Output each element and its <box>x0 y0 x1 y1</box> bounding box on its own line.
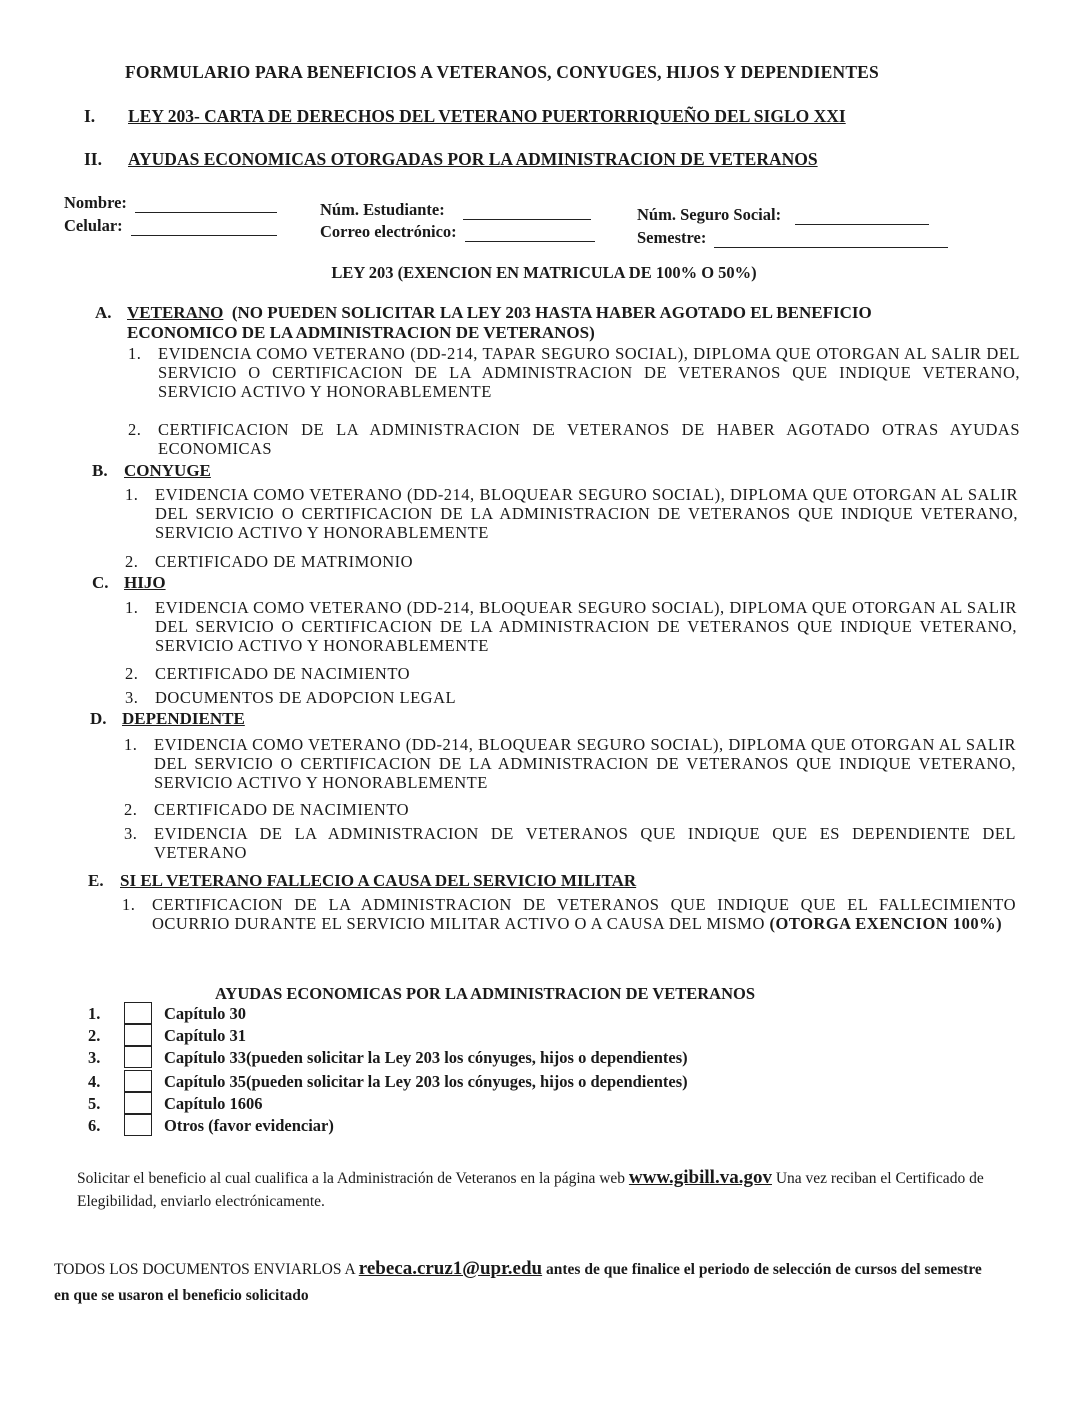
item-text: CERTIFICACION DE LA ADMINISTRACION DE VETERANOS QUE INDIQUE QUE EL FALLECIMIENTO OCURRIO DURANTE EL SERVICIO MILITAR ACTIVO O A CAUSA DEL MISMO <box>152 895 1016 933</box>
item-text: CERTIFICACION DE LA ADMINISTRACION DE VETERANOS DE HABER AGOTADO OTRAS AYUDAS ECONOMICAS <box>158 420 1020 458</box>
item-number: 2. <box>124 800 138 819</box>
seguro-social-label: Núm. Seguro Social: <box>637 205 782 224</box>
option-capitulo-33[interactable] <box>88 1048 688 1070</box>
section-a-header <box>95 303 872 323</box>
item-number: 1. <box>124 735 138 754</box>
option-label: Capítulo 31 <box>164 1026 247 1045</box>
checkbox[interactable] <box>124 1024 152 1046</box>
section-a-label: VETERANO <box>127 303 224 322</box>
item-number: 3. <box>125 688 139 707</box>
section-c-letter: C. <box>92 573 109 592</box>
section-c-label: HIJO <box>124 573 166 592</box>
section-ii <box>84 149 984 170</box>
website-link[interactable]: www.gibill.va.gov <box>628 1167 772 1188</box>
item-number: 2. <box>125 552 139 571</box>
item-number: 1. <box>125 485 139 504</box>
semestre-field <box>637 228 948 248</box>
nombre-field <box>64 193 277 213</box>
item-text: EVIDENCIA COMO VETERANO (DD-214, BLOQUEAR SEGURO SOCIAL), DIPLOMA QUE OTORGAN AL SALIR DEL SERVICIO O CERTIFICACION DE LA ADMINISTRACION DE VETERANOS QUE INDIQUE VETERANO, SERVICIO ACTIVO Y HONORABLEMENTE <box>154 735 1016 792</box>
item-text: EVIDENCIA COMO VETERANO (DD-214, BLOQUEAR SEGURO SOCIAL), DIPLOMA QUE OTORGAN AL SALIR DEL SERVICIO O CERTIFICACION DE LA ADMINISTRACION DE VETERANOS QUE INDIQUE VETERANO, SERVICIO ACTIVO Y HONORABLEMENTE <box>155 598 1017 655</box>
option-number: 1. <box>88 1004 101 1023</box>
nombre-input-line[interactable] <box>135 198 277 213</box>
item-number: 1. <box>125 598 139 617</box>
item-bold-tail: (OTORGA EXENCION 100%) <box>769 914 1003 933</box>
solicitar-paragraph <box>77 1166 1017 1213</box>
item-text: EVIDENCIA COMO VETERANO (DD-214, BLOQUEAR SEGURO SOCIAL), DIPLOMA QUE OTORGAN AL SALIR DEL SERVICIO O CERTIFICACION DE LA ADMINISTRACION DE VETERANOS QUE INDIQUE VETERANO, SERVICIO ACTIVO Y HONORABLEMENTE <box>155 485 1018 542</box>
section-ii-number: II. <box>84 149 102 169</box>
item-text: EVIDENCIA DE LA ADMINISTRACION DE VETERANOS QUE INDIQUE QUE ES DEPENDIENTE DEL VETERANO <box>154 824 1016 862</box>
section-d-label: DEPENDIENTE <box>122 709 245 728</box>
section-d-item-3 <box>124 824 1016 862</box>
num-estudiante-input-line[interactable] <box>463 205 591 220</box>
correo-field <box>320 222 595 242</box>
option-label: Capítulo 35(pueden solicitar la Ley 203 los cónyuges, hijos o dependientes) <box>164 1072 688 1091</box>
semestre-label: Semestre: <box>637 228 707 247</box>
email-link[interactable]: rebeca.cruz1@upr.edu <box>358 1258 543 1279</box>
item-text: CERTIFICADO DE MATRIMONIO <box>155 552 414 571</box>
option-number: 6. <box>88 1116 101 1135</box>
option-label: Otros (favor evidenciar) <box>164 1116 334 1135</box>
option-capitulo-1606[interactable] <box>88 1094 263 1116</box>
num-estudiante-field <box>320 200 591 220</box>
section-i-title: LEY 203- CARTA DE DERECHOS DEL VETERANO PUERTORRIQUEÑO DEL SIGLO XXI <box>128 106 846 126</box>
section-c-header <box>92 573 166 593</box>
section-e-letter: E. <box>88 871 104 890</box>
seguro-social-input-line[interactable] <box>795 210 929 225</box>
checkbox[interactable] <box>124 1092 152 1114</box>
section-e-header <box>88 871 636 891</box>
section-a-note-continued: ECONOMICO DE LA ADMINISTRACION DE VETERANOS) <box>127 323 595 342</box>
ley-203-heading: LEY 203 (EXENCION EN MATRICULA DE 100% O 50%) <box>331 263 757 282</box>
ayudas-title: AYUDAS ECONOMICAS POR LA ADMINISTRACION DE VETERANOS <box>215 984 756 1003</box>
checkbox[interactable] <box>124 1046 152 1068</box>
section-d-item-1 <box>124 735 1016 792</box>
section-a-note: (NO PUEDEN SOLICITAR LA LEY 203 HASTA HABER AGOTADO EL BENEFICIO <box>231 303 872 322</box>
section-b-item-2 <box>125 552 1018 571</box>
option-label: Capítulo 30 <box>164 1004 247 1023</box>
envio-text-continued: antes de que finalice el periodo de selección de cursos del semestre en que se usaron el beneficio solicitado <box>54 1261 982 1304</box>
section-b-letter: B. <box>92 461 108 480</box>
seguro-social-field <box>637 205 929 225</box>
section-c-item-3 <box>125 688 1017 707</box>
item-text: CERTIFICADO DE NACIMIENTO <box>154 800 410 819</box>
item-number: 2. <box>128 420 142 439</box>
nombre-label: Nombre: <box>64 193 127 212</box>
semestre-input-line[interactable] <box>714 233 948 248</box>
item-number: 2. <box>125 664 139 683</box>
option-capitulo-31[interactable] <box>88 1026 247 1048</box>
section-i <box>84 106 984 127</box>
section-d-item-2 <box>124 800 1016 819</box>
solicitar-text-continued: Una vez reciban el Certificado de Elegibilidad, enviarlo electrónicamente. <box>77 1170 984 1210</box>
section-c-item-1 <box>125 598 1017 655</box>
celular-label: Celular: <box>64 216 123 235</box>
section-a-letter: A. <box>95 303 112 322</box>
section-ii-title: AYUDAS ECONOMICAS OTORGADAS POR LA ADMINISTRACION DE VETERANOS <box>128 149 818 169</box>
form-title: FORMULARIO PARA BENEFICIOS A VETERANOS, CONYUGES, HIJOS Y DEPENDIENTES <box>125 62 879 82</box>
checkbox[interactable] <box>124 1070 152 1092</box>
section-b-item-1 <box>125 485 1018 542</box>
section-d-header <box>90 709 245 729</box>
envio-paragraph <box>54 1256 984 1309</box>
section-e-item-1 <box>122 895 1016 933</box>
option-number: 5. <box>88 1094 101 1113</box>
section-a-item-2 <box>128 420 1020 458</box>
section-c-item-2 <box>125 664 1017 683</box>
option-label: Capítulo 1606 <box>164 1094 263 1113</box>
num-estudiante-label: Núm. Estudiante: <box>320 200 445 219</box>
item-number: 3. <box>124 824 138 843</box>
item-number: 1. <box>128 344 142 363</box>
envio-text: TODOS LOS DOCUMENTOS ENVIARLOS A <box>54 1261 355 1278</box>
section-b-header <box>92 461 211 481</box>
correo-input-line[interactable] <box>465 227 595 242</box>
item-text: CERTIFICADO DE NACIMIENTO <box>155 664 411 683</box>
option-otros[interactable] <box>88 1116 334 1138</box>
option-label: Capítulo 33(pueden solicitar la Ley 203 los cónyuges, hijos o dependientes) <box>164 1048 688 1067</box>
option-capitulo-35[interactable] <box>88 1072 688 1094</box>
section-b-label: CONYUGE <box>124 461 211 480</box>
checkbox[interactable] <box>124 1114 152 1136</box>
option-number: 4. <box>88 1072 101 1091</box>
celular-field <box>64 216 277 236</box>
item-text: EVIDENCIA COMO VETERANO (DD-214, TAPAR SEGURO SOCIAL), DIPLOMA QUE OTORGAN AL SALIR DEL SERVICIO O CERTIFICACION DE LA ADMINISTRACION DE VETERANOS QUE INDIQUE VETERANO, SERVICIO ACTIVO Y HONORABLEMENTE <box>158 344 1020 401</box>
solicitar-text: Solicitar el beneficio al cual cualifica a la Administración de Veteranos en la página web <box>77 1170 626 1187</box>
section-i-number: I. <box>84 106 96 126</box>
section-a-item-1 <box>128 344 1020 401</box>
section-d-letter: D. <box>90 709 107 728</box>
option-number: 3. <box>88 1048 101 1067</box>
correo-label: Correo electrónico: <box>320 222 457 241</box>
celular-input-line[interactable] <box>131 221 277 236</box>
checkbox[interactable] <box>124 1002 152 1024</box>
option-capitulo-30[interactable] <box>88 1004 247 1026</box>
item-number: 1. <box>122 895 136 914</box>
section-e-label: SI EL VETERANO FALLECIO A CAUSA DEL SERVICIO MILITAR <box>120 871 637 890</box>
option-number: 2. <box>88 1026 101 1045</box>
item-text: DOCUMENTOS DE ADOPCION LEGAL <box>155 688 457 707</box>
